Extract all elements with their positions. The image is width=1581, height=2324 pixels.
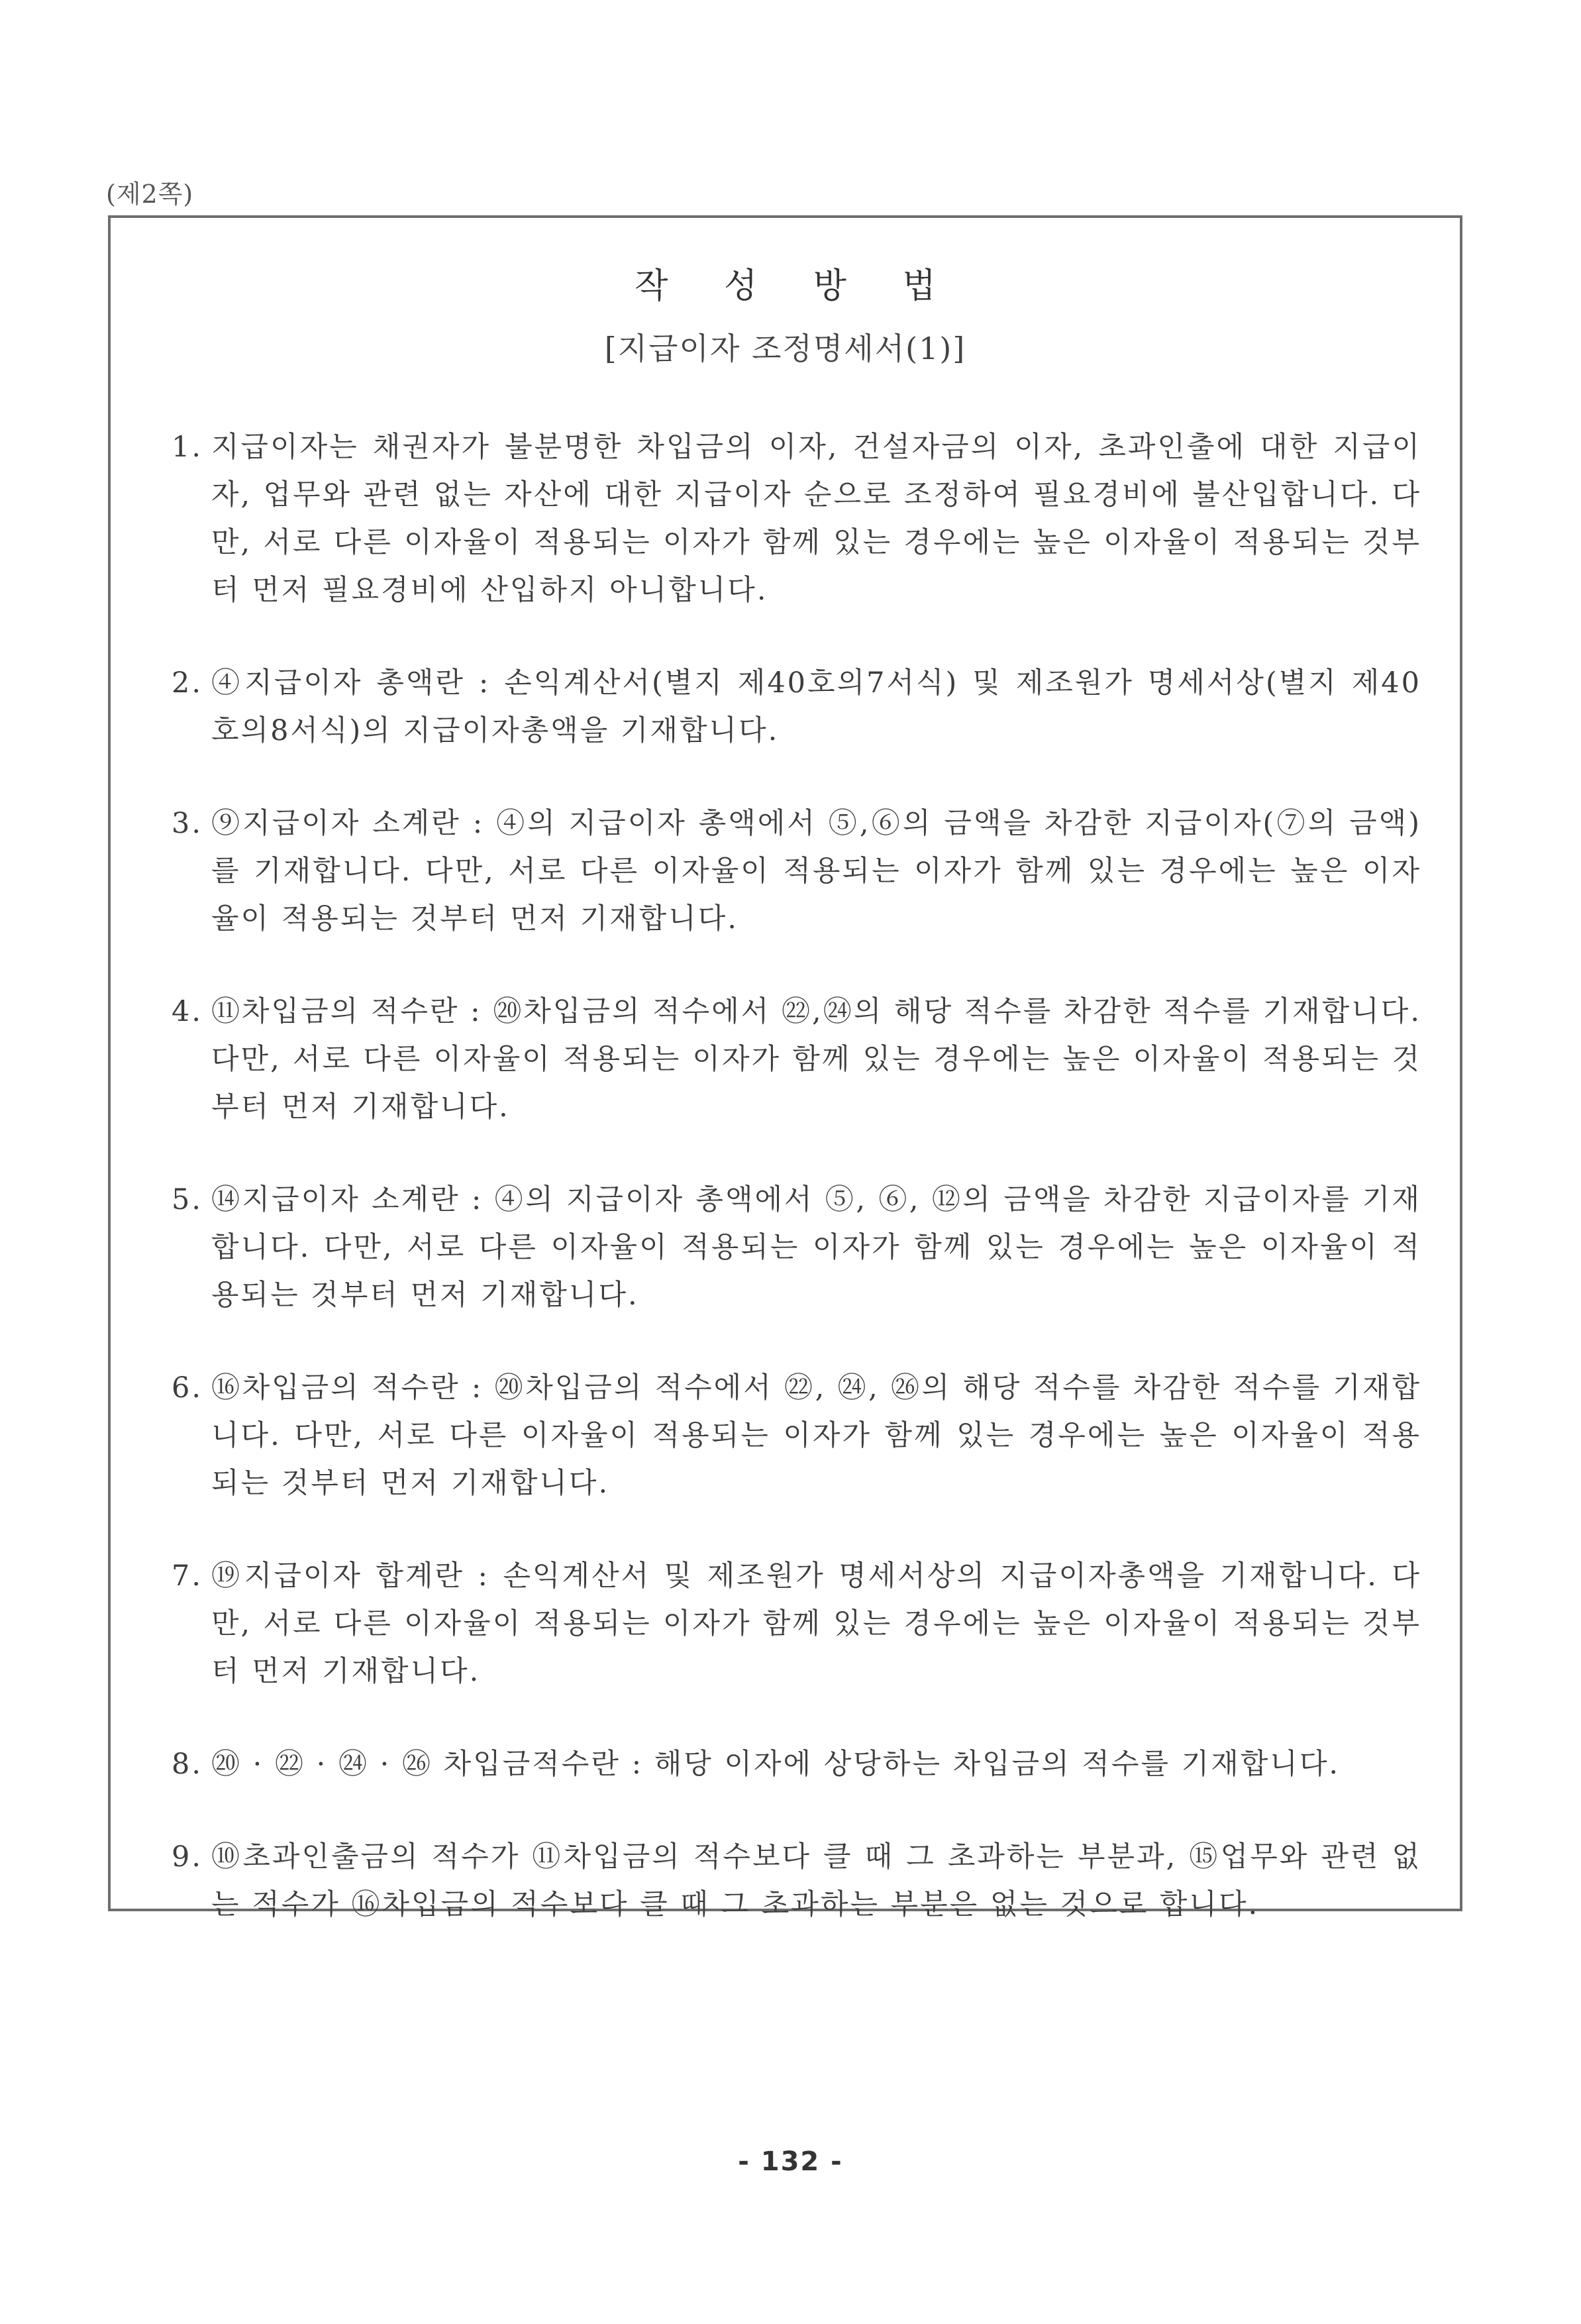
document-subtitle: [지급이자 조정명세서(1)] [604, 331, 966, 366]
instruction-number: 9. [172, 1840, 203, 1874]
instruction-number: 2. [172, 666, 203, 700]
instruction-number: 5. [172, 1183, 203, 1216]
instruction-text: ⑭지급이자 소계란 : ④의 지급이자 총액에서 ⑤, ⑥, ⑫의 금액을 차감한 지급이자를 기재합니다. 다만, 서로 다른 이자율이 적용되는 이자가 함께 있는 경우에는 높은 이자율이 적용되는 것부터 먼저 기재합니다. [211, 1183, 1421, 1312]
instruction-item [172, 423, 1421, 614]
instruction-number: 1. [172, 431, 203, 464]
instruction-number: 6. [172, 1371, 203, 1404]
instruction-text: ⑯차입금의 적수란 : ⑳차입금의 적수에서 ㉒, ㉔, ㉖의 해당 적수를 차감한 적수를 기재합니다. 다만, 서로 다른 이자율이 적용되는 이자가 함께 있는 경우에는 높은 이자율이 적용되는 것부터 먼저 기재합니다. [211, 1371, 1421, 1500]
instructions-box [108, 215, 1462, 1921]
page-side-label: (제2쪽) [106, 180, 194, 209]
instruction-list [172, 423, 1421, 1974]
instruction-number: 8. [172, 1748, 203, 1781]
instruction-item [172, 1364, 1421, 1507]
instruction-text: 지급이자는 채권자가 불분명한 차입금의 이자, 건설자금의 이자, 초과인출에 대한 지급이자, 업무와 관련 없는 자산에 대한 지급이자 순으로 조정하여 필요경비에 불산입합니다. 다만, 서로 다른 이자율이 적용되는 이자가 함께 있는 경우에는 높은 이자율이 적용되는 것부터 먼저 필요경비에 산입하지 아니합니다. [211, 431, 1421, 607]
instruction-item [172, 800, 1421, 943]
instruction-item [172, 988, 1421, 1131]
instruction-number: 7. [172, 1559, 203, 1593]
document-title: 작 성 방 법 [635, 266, 958, 306]
instruction-text: ⑨지급이자 소계란 : ④의 지급이자 총액에서 ⑤,⑥의 금액을 차감한 지급이자(⑦의 금액)를 기재합니다. 다만, 서로 다른 이자율이 적용되는 이자가 함께 있는 경우에는 높은 이자율이 적용되는 것부터 먼저 기재합니다. [211, 807, 1421, 935]
instruction-item [172, 1740, 1421, 1788]
instruction-item [172, 1552, 1421, 1695]
instruction-item [172, 659, 1421, 755]
instruction-number: 4. [172, 995, 203, 1028]
instruction-text: ④지급이자 총액란 : 손익계산서(별지 제40호의7서식) 및 제조원가 명세서상(별지 제40호의8서식)의 지급이자총액을 기재합니다. [211, 666, 1421, 747]
instruction-text: ⑩초과인출금의 적수가 ⑪차입금의 적수보다 클 때 그 초과하는 부분과, ⑮업무와 관련 없는 적수가 ⑯차입금의 적수보다 클 때 그 초과하는 부분은 없는 것으로 합니다. [211, 1840, 1421, 1921]
page-number: - 132 - [738, 2146, 843, 2177]
instruction-text: ⑲지급이자 합계란 : 손익계산서 및 제조원가 명세서상의 지급이자총액을 기재합니다. 다만, 서로 다른 이자율이 적용되는 이자가 함께 있는 경우에는 높은 이자율이 적용되는 것부터 먼저 기재합니다. [211, 1559, 1421, 1688]
instruction-text: ⑪차입금의 적수란 : ⑳차입금의 적수에서 ㉒,㉔의 해당 적수를 차감한 적수를 기재합니다. 다만, 서로 다른 이자율이 적용되는 이자가 함께 있는 경우에는 높은 이자율이 적용되는 것부터 먼저 기재합니다. [211, 995, 1421, 1124]
instruction-number: 3. [172, 807, 203, 840]
instruction-item [172, 1176, 1421, 1319]
instruction-text: ⑳ · ㉒ · ㉔ · ㉖ 차입금적수란 : 해당 이자에 상당하는 차입금의 적수를 기재합니다. [211, 1748, 1341, 1781]
instruction-item [172, 1833, 1421, 1928]
instructions-header [111, 258, 1460, 368]
